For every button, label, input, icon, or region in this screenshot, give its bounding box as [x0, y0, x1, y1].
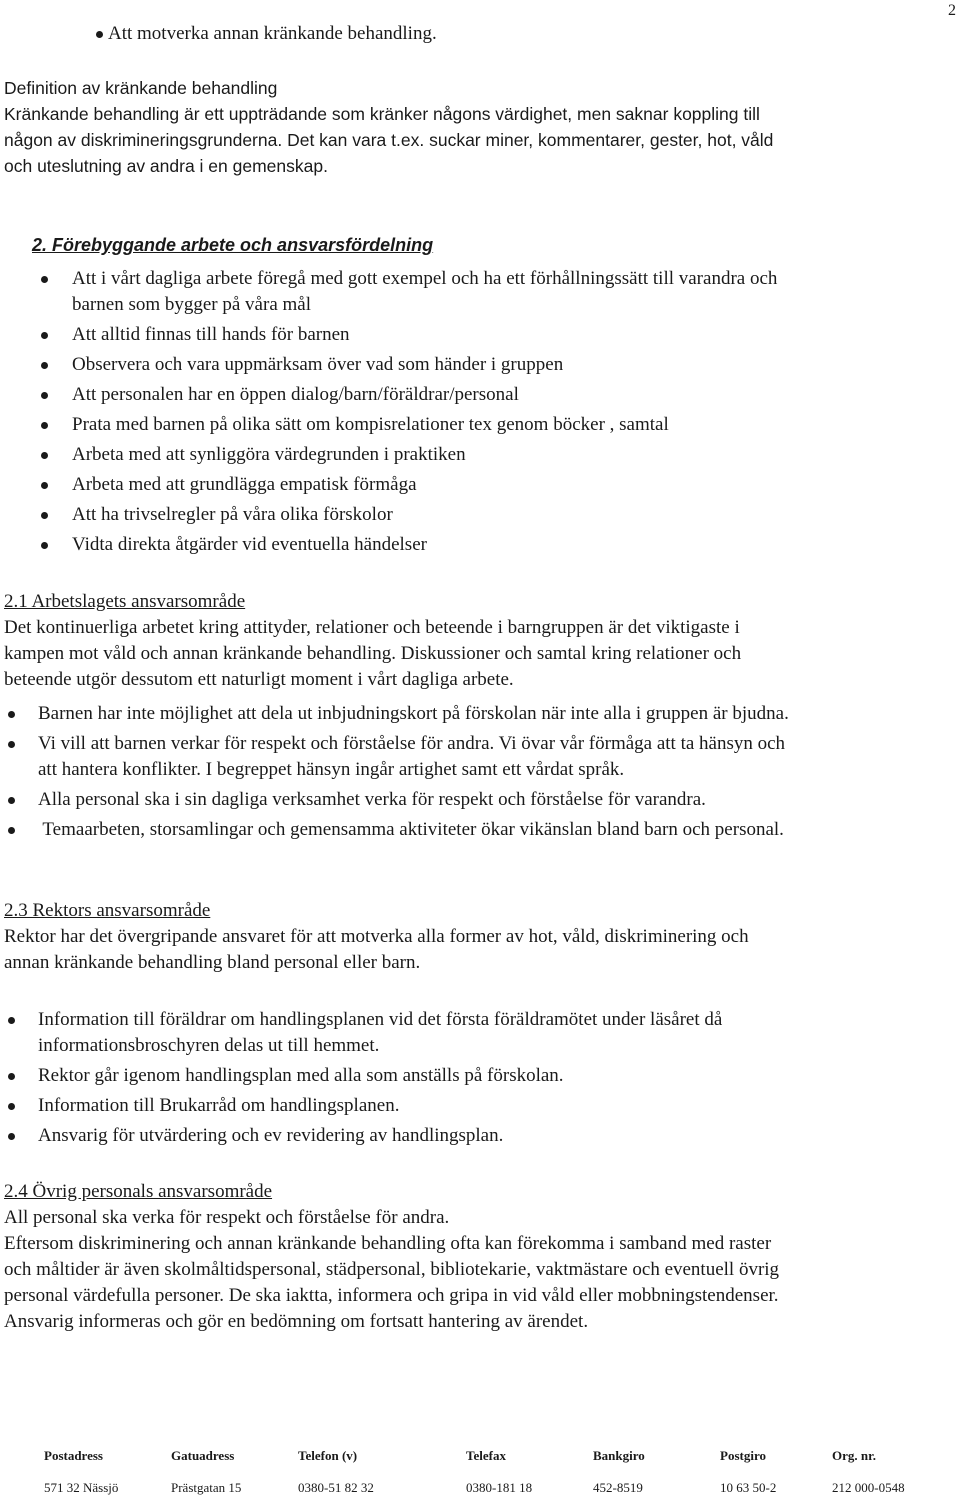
list-item: Information till Brukarråd om handlingsplanen.	[0, 1093, 950, 1119]
section-2-4-heading: 2.4 Övrig personals ansvarsområde	[4, 1181, 273, 1202]
section-2-3-line: Rektor har det övergripande ansvaret för att motverka alla former av hot, våld, diskriminering och	[4, 926, 749, 947]
section-2-4-line: Ansvarig informeras och gör en bedömning om fortsatt hantering av ärendet.	[4, 1311, 589, 1332]
list-item: Ansvarig för utvärdering och ev revidering av handlingsplan.	[0, 1123, 950, 1149]
list-item: Temaarbeten, storsamlingar och gemensamma aktiviteter ökar vikänslan bland barn och personal.	[0, 817, 950, 843]
definition-section	[0, 75, 960, 179]
section-2-1-line: beteende utgör dessutom ett naturligt moment i vårt dagliga arbete.	[4, 669, 514, 690]
definition-line: och uteslutning av andra i en gemenskap.	[4, 156, 328, 176]
footer-value: 0380-51 82 32	[298, 1480, 374, 1495]
footer-value: Prästgatan 15	[171, 1480, 242, 1495]
footer-value: 10 63 50-2	[720, 1480, 777, 1495]
section-2-4-line: och måltider är även skolmåltidspersonal, städpersonal, bibliotekarie, vaktmästare och eventuell övrig	[4, 1259, 780, 1280]
footer-header: Postgiro	[720, 1448, 766, 1463]
definition-line: någon av diskrimineringsgrunderna. Det kan vara t.ex. suckar miner, kommentarer, gester, hot, våld	[4, 130, 774, 150]
section-2-3	[0, 898, 960, 976]
list-item: Att motverka annan kränkande behandling.	[0, 21, 960, 47]
page-number: 2	[948, 2, 956, 19]
footer-value: 571 32 Nässjö	[44, 1480, 119, 1495]
list-item: Vi vill att barnen verkar för respekt och förståelse för andra. Vi övar vår förmåga att ta hänsyn och att hantera konflikter. I begreppet hänsyn ingår artighet samt ett vårdat språk.	[0, 731, 950, 783]
list-item: Att alltid finnas till hands för barnen	[0, 322, 950, 348]
list-item: Prata med barnen på olika sätt om kompisrelationer tex genom böcker , samtal	[0, 412, 950, 438]
list-item: Att ha trivselregler på våra olika förskolor	[0, 502, 950, 528]
list-item: Information till föräldrar om handlingsplanen vid det första föräldramötet under läsåret då informationsbroschyren delas ut till hemmet.	[0, 1007, 950, 1059]
section-2-4-line: All personal ska verka för respekt och förståelse för andra.	[4, 1207, 450, 1228]
list-item: Att i vårt dagliga arbete föregå med gott exempel och ha ett förhållningssätt till varandra och barnen som bygger på våra mål	[0, 266, 950, 318]
list-item: Rektor går igenom handlingsplan med alla som anställs på förskolan.	[0, 1063, 950, 1089]
footer-header-row	[0, 1448, 960, 1468]
footer-value-row	[0, 1468, 960, 1495]
section-2-1-heading: 2.1 Arbetslagets ansvarsområde	[4, 591, 246, 612]
section-2-1-line: Det kontinuerliga arbetet kring attityder, relationer och beteende i barngruppen är det viktigaste i	[4, 617, 740, 638]
section-2-1-line: kampen mot våld och annan kränkande behandling. Diskussioner och samtal kring relationer och	[4, 643, 742, 664]
footer-value: 212 000-0548	[832, 1480, 905, 1495]
list-item: Observera och vara uppmärksam över vad som händer i gruppen	[0, 352, 950, 378]
footer-header: Telefon (v)	[298, 1448, 358, 1463]
section-2-4-line: personal värdefulla personer. De ska iaktta, informera och gripa in vid våld eller mobbningstendenser.	[4, 1285, 779, 1306]
section-2-1	[0, 589, 960, 693]
list-item: Vidta direkta åtgärder vid eventuella händelser	[0, 532, 950, 558]
footer-header: Telefax	[466, 1448, 506, 1463]
footer-header: Gatuadress	[171, 1448, 235, 1463]
definition-title: Definition av kränkande behandling	[4, 78, 278, 98]
list-item: Arbeta med att synliggöra värdegrunden i praktiken	[0, 442, 950, 468]
section-2-4	[0, 1179, 960, 1335]
footer-value: 0380-181 18	[466, 1480, 533, 1495]
definition-line: Kränkande behandling är ett uppträdande som kränker någons värdighet, men saknar koppling till	[4, 104, 760, 124]
footer-value: 452-8519	[593, 1480, 643, 1495]
list-item: Att personalen har en öppen dialog/barn/föräldrar/personal	[0, 382, 950, 408]
section-2-1-list	[0, 701, 950, 847]
section-2-heading: 2. Förebyggande arbete och ansvarsfördelning	[32, 235, 434, 255]
section-2-heading-wrap	[0, 235, 960, 257]
section-2-3-heading: 2.3 Rektors ansvarsområde	[4, 900, 211, 921]
section-2-list	[0, 266, 950, 562]
section-2-3-list	[0, 1007, 950, 1153]
list-item: Arbeta med att grundlägga empatisk förmåga	[0, 472, 950, 498]
intro-bullet-list	[0, 21, 960, 47]
footer-header: Org. nr.	[832, 1448, 876, 1463]
footer-header: Bankgiro	[593, 1448, 645, 1463]
section-2-4-line: Eftersom diskriminering och annan kränkande behandling ofta kan förekomma i samband med raster	[4, 1233, 772, 1254]
list-item: Barnen har inte möjlighet att dela ut inbjudningskort på förskolan när inte alla i gruppen är bjudna.	[0, 701, 950, 727]
list-item: Alla personal ska i sin dagliga verksamhet verka för respekt och förståelse för varandra.	[0, 787, 950, 813]
footer-header: Postadress	[44, 1448, 103, 1463]
page-footer	[0, 1448, 960, 1495]
section-2-3-line: annan kränkande behandling bland personal eller barn.	[4, 952, 421, 973]
